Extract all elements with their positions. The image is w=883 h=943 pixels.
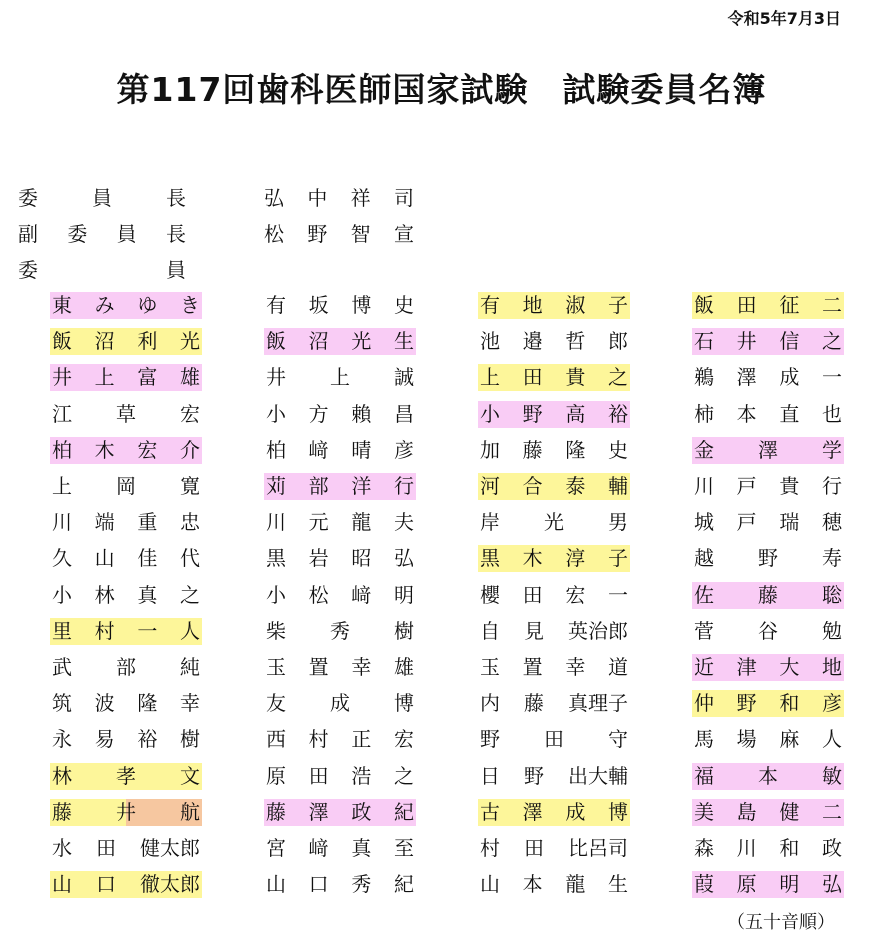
member-name: 有 坂 博 史 [266, 293, 414, 317]
member-name: 野 田 守 [480, 727, 628, 752]
member-name: 山 口 徹太郎 [52, 872, 200, 897]
member-name: 森 川 和 政 [694, 836, 842, 860]
member-name: 苅 部 洋 行 [264, 473, 416, 500]
member-name: 小 松 﨑 明 [266, 582, 414, 607]
member-name: 井 上 富 雄 [50, 364, 202, 391]
chair-name: 弘 中 祥 司 [264, 186, 414, 210]
member-name: 井 上 誠 [266, 365, 414, 390]
member-name: 友 成 博 [266, 691, 414, 716]
document-title: 第117回歯科医師国家試験 試験委員名簿 [116, 70, 767, 109]
member-name: 加 藤 隆 史 [480, 437, 628, 462]
member-name: 川 元 龍 夫 [266, 510, 414, 535]
member-name: 内 藤 真理子 [480, 691, 628, 716]
sort-order-note: （五十音順） [727, 912, 835, 933]
member-name: 菅 谷 勉 [694, 618, 842, 643]
member-name: 櫻 田 宏 一 [480, 582, 628, 607]
member-name: 葭 原 明 弘 [692, 871, 844, 898]
member-name: 黒 岩 昭 弘 [266, 546, 414, 571]
member-name: 東 み ゆ き [50, 292, 202, 319]
member-name: 水 田 健太郎 [52, 836, 200, 860]
member-name: 玉 置 幸 雄 [266, 655, 414, 679]
member-name: 城 戸 瑞 穂 [694, 510, 842, 535]
member-name: 池 邉 哲 郎 [480, 329, 628, 354]
member-name: 福 本 敏 [694, 763, 842, 788]
member-name: 小 野 高 裕 [478, 401, 630, 428]
member-name: 山 口 秀 紀 [266, 872, 414, 897]
member-name: 美 島 健 二 [692, 799, 844, 826]
member-name: 林 孝 文 [52, 763, 200, 788]
member-name: 山 本 龍 生 [480, 872, 628, 897]
member-name: 石 井 信 之 [692, 328, 844, 355]
member-name: 川 戸 貴 行 [694, 474, 842, 498]
member-name: 飯 沼 利 光 [50, 328, 202, 355]
vice-chair-label: 副 委 員 長 [18, 222, 186, 246]
member-name: 河 合 泰 輔 [478, 473, 630, 500]
member-label: 委 員 [18, 258, 186, 282]
member-name: 上 岡 寛 [52, 474, 200, 498]
member-name: 日 野 出大輔 [480, 763, 628, 788]
member-name: 鵜 澤 成 一 [694, 365, 842, 390]
member-name: 宮 﨑 真 至 [266, 836, 414, 860]
member-name: 柏 﨑 晴 彦 [266, 437, 414, 462]
member-name: 古 澤 成 博 [478, 799, 630, 826]
member-name: 川 端 重 忠 [52, 510, 200, 535]
member-name: 村 田 比呂司 [480, 836, 628, 860]
member-name: 飯 沼 光 生 [264, 328, 416, 355]
member-name: 越 野 寿 [694, 546, 842, 571]
member-name: 柴 秀 樹 [266, 618, 414, 643]
member-name: 金 澤 学 [694, 437, 842, 462]
member-name: 久 山 佳 代 [52, 546, 200, 571]
member-name: 近 津 大 地 [692, 654, 844, 681]
member-name: 武 部 純 [52, 655, 200, 679]
member-name: 小 林 真 之 [52, 582, 200, 607]
member-name: 飯 田 征 二 [692, 292, 844, 319]
document-date: 令和5年7月3日 [727, 9, 841, 28]
member-name: 藤 澤 政 紀 [264, 799, 416, 826]
member-name: 筑 波 隆 幸 [52, 691, 200, 716]
chair-label: 委 員 長 [18, 186, 186, 210]
member-name: 原 田 浩 之 [266, 763, 414, 788]
member-name: 藤 井 航 [52, 799, 200, 824]
member-name: 西 村 正 宏 [266, 727, 414, 752]
member-name: 小 方 賴 昌 [266, 401, 414, 426]
member-name: 有 地 淑 子 [478, 292, 630, 319]
vice-chair-name: 松 野 智 宣 [264, 222, 414, 246]
member-name: 黒 木 淳 子 [478, 545, 630, 572]
member-name: 上 田 貴 之 [478, 364, 630, 391]
member-name: 馬 場 麻 人 [694, 727, 842, 752]
member-name: 自 見 英治郎 [480, 618, 628, 643]
member-name: 岸 光 男 [480, 510, 628, 535]
member-name: 玉 置 幸 道 [480, 655, 628, 679]
member-name: 永 易 裕 樹 [52, 727, 200, 752]
member-name: 里 村 一 人 [50, 618, 202, 645]
member-name: 柏 木 宏 介 [50, 437, 202, 464]
member-name: 柿 本 直 也 [694, 401, 842, 426]
member-name: 佐 藤 聡 [694, 582, 842, 607]
member-name: 仲 野 和 彦 [692, 690, 844, 717]
member-name: 江 草 宏 [52, 401, 200, 426]
